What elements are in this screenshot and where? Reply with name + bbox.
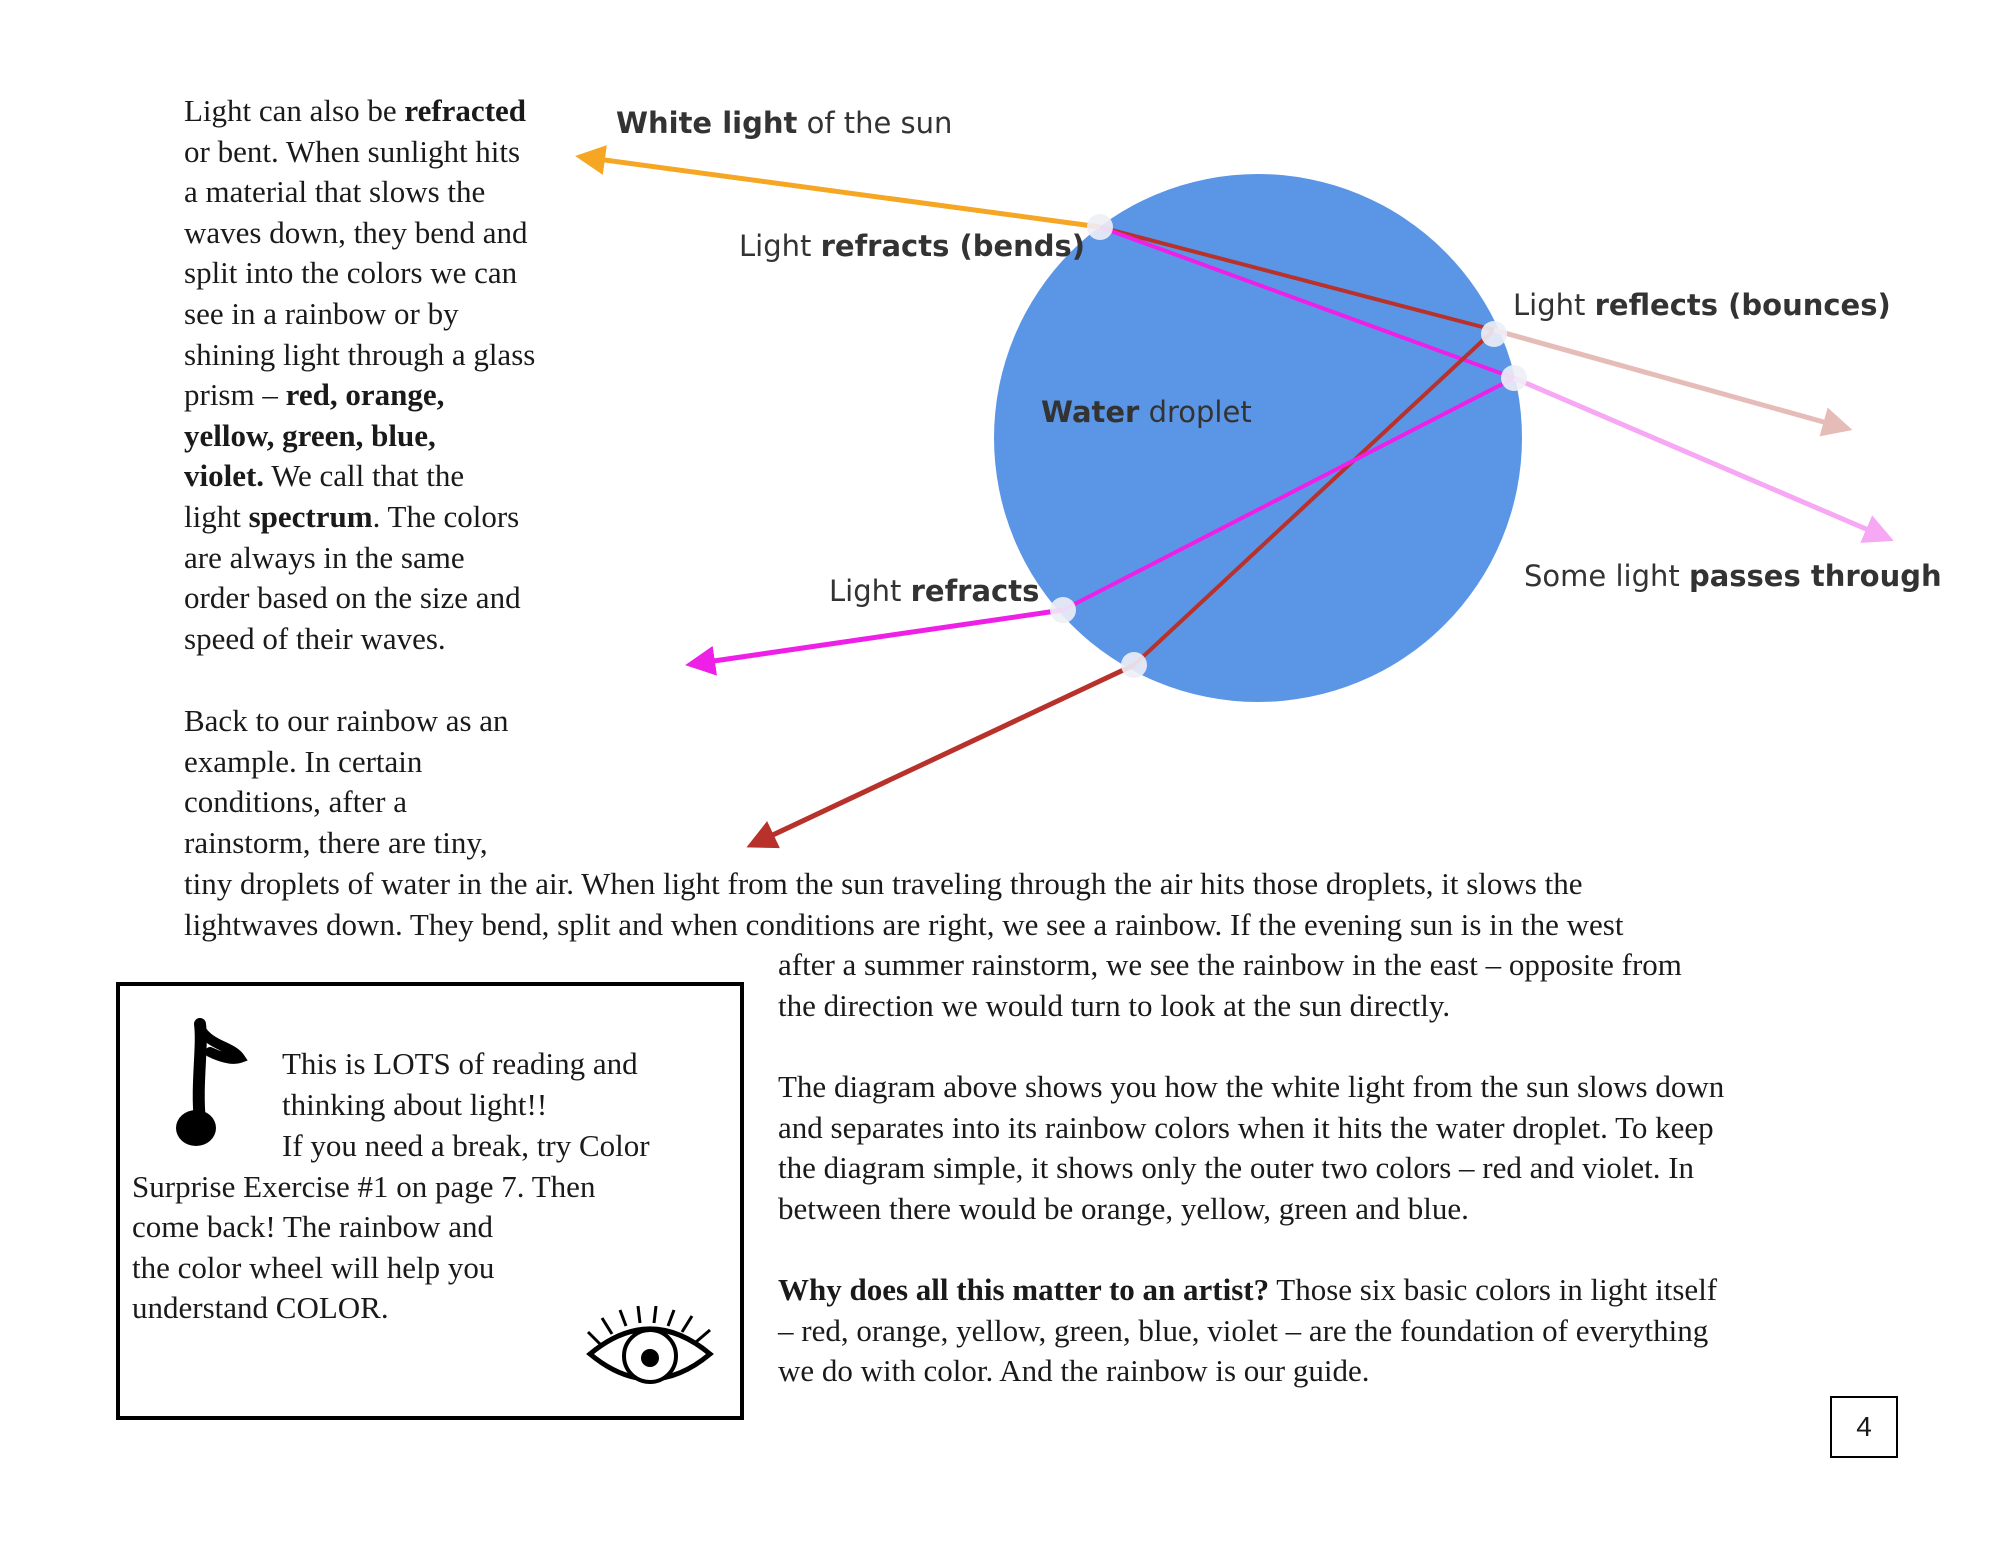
label-passes-through: Some light passes through: [1524, 559, 1942, 593]
artist-question: Why does all this matter to an artist?: [778, 1272, 1270, 1307]
full-line-2: lightwaves down. They bend, split and when conditions are right, we see a rainbow. If the evening sun is in the west: [184, 906, 1624, 942]
page-number-text: 4: [1856, 1411, 1872, 1442]
diagram-explain-line-1: The diagram above shows you how the white light from the sun slows down: [778, 1069, 1725, 1104]
callout-line-6: the color wheel will help you: [132, 1249, 495, 1285]
label-white-light: White light of the sun: [616, 106, 953, 140]
rainbow-line-3: conditions, after a: [184, 784, 407, 820]
left-line-4: waves down, they bend and: [184, 214, 528, 250]
reflect-point-red: [1481, 321, 1507, 347]
left-line-12: are always in the same: [184, 539, 465, 575]
callout-line-2: thinking about light!!: [282, 1086, 548, 1122]
artist-line-3: we do with color. And the rainbow is our guide.: [778, 1353, 1370, 1389]
artist-line-2: – red, orange, yellow, green, blue, violet – are the foundation of everything: [778, 1312, 1709, 1348]
exit-point-red: [1121, 652, 1147, 678]
left-line-14: speed of their waves.: [184, 620, 446, 656]
reflected-ray: [1494, 330, 1838, 426]
callout-line-3: If you need a break, try Color: [282, 1128, 650, 1163]
rainbow-line-4: rainstorm, there are tiny,: [184, 824, 488, 860]
left-line-11: light spectrum. The colors: [184, 498, 520, 534]
callout-line-5: come back! The rainbow and: [132, 1209, 493, 1245]
page-number: [1830, 1396, 1898, 1458]
label-water-droplet: Water droplet: [1041, 395, 1252, 429]
label-refracts: Light refracts: [829, 574, 1040, 608]
callout-line-7: understand COLOR.: [132, 1290, 389, 1326]
diagram-explain-line-3: the diagram simple, it shows only the outer two colors – red and violet. In: [778, 1150, 1695, 1186]
passed-ray: [1514, 378, 1880, 535]
label-refracts-bends: Light refracts (bends): [739, 229, 1086, 263]
red-ray-exit: [760, 665, 1134, 841]
artist-line-1: Those six basic colors in light itself: [1269, 1272, 1718, 1307]
reflect-point-violet: [1501, 365, 1527, 391]
east-line-2: the direction we would turn to look at the sun directly.: [778, 987, 1451, 1023]
left-line-9: yellow, green, blue,: [184, 417, 436, 453]
sunlight-ray: [590, 158, 1100, 227]
entry-point: [1087, 214, 1113, 240]
left-line-8: prism – red, orange,: [184, 377, 445, 413]
violet-ray-exit: [700, 610, 1063, 663]
rainbow-line-1: Back to our rainbow as an: [184, 703, 509, 738]
left-line-6: see in a rainbow or by: [184, 295, 459, 331]
label-reflects: Light reflects (bounces): [1513, 288, 1891, 322]
callout-line-1: This is LOTS of reading and: [282, 1046, 638, 1081]
left-line-3: a material that slows the: [184, 174, 486, 210]
left-line-5: split into the colors we can: [184, 255, 518, 291]
left-line-1: Light can also be refracted: [184, 93, 527, 128]
diagram-explain-line-4: between there would be orange, yellow, green and blue.: [778, 1190, 1469, 1226]
diagram-explain-line-2: and separates into its rainbow colors when it hits the water droplet. To keep: [778, 1109, 1714, 1145]
left-line-10: violet. We call that the: [184, 458, 465, 494]
callout-line-4: Surprise Exercise #1 on page 7. Then: [132, 1168, 596, 1204]
exit-point-violet: [1050, 597, 1076, 623]
left-line-7: shining light through a glass: [184, 336, 536, 372]
east-line-1: after a summer rainstorm, we see the rainbow in the east – opposite from: [778, 947, 1682, 982]
left-line-2: or bent. When sunlight hits: [184, 133, 521, 169]
left-line-13: order based on the size and: [184, 580, 521, 616]
full-line-1: tiny droplets of water in the air. When light from the sun traveling through the air hits those droplets, it slows the: [184, 866, 1583, 901]
rainbow-line-2: example. In certain: [184, 743, 423, 779]
